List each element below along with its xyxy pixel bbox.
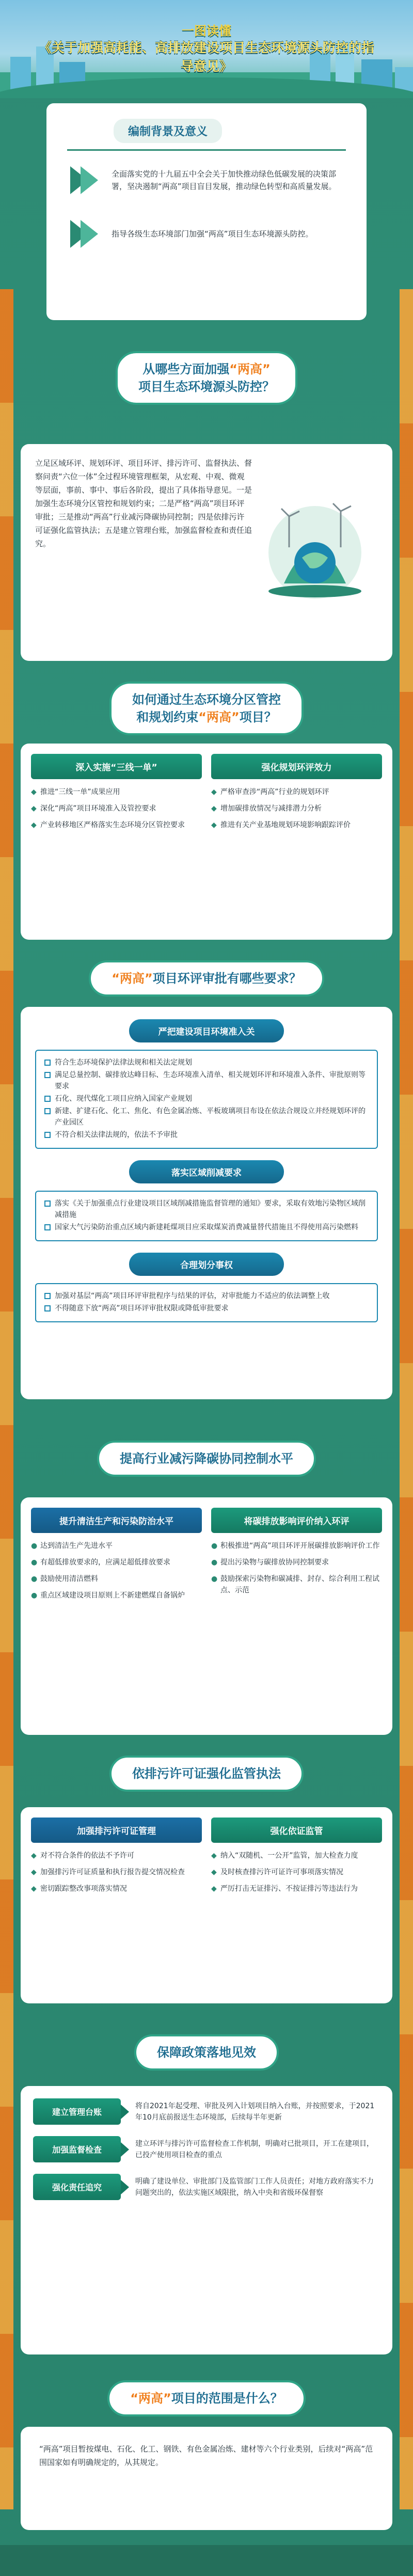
- section8-question: [107, 2380, 306, 2416]
- right-decorative-stripe: [400, 289, 413, 2509]
- section2-banner: [41, 351, 372, 405]
- policy-tag: 强化责任追究: [33, 2174, 121, 2200]
- list-item: [211, 1867, 382, 1878]
- checkbox-square-icon: [44, 1224, 51, 1230]
- list-item-text: 产业转移地区严格落实生态环境分区管控要求: [40, 821, 185, 829]
- list-item-text: 重点区域建设项目原则上不新建燃煤自备锅炉: [40, 1591, 185, 1600]
- list-item: [44, 1057, 369, 1068]
- list-item-text: 推进“三线一单”成果应用: [40, 788, 120, 796]
- bullet-icon: ●: [31, 1591, 38, 1600]
- list-item-text: 积极推进“两高”项目环评开展碳排放影响评价工作: [220, 1542, 380, 1550]
- header-title-block: [36, 21, 377, 76]
- left-column: [31, 1818, 202, 1900]
- list-item-text: 严厉打击无证排污、不按证排污等违法行为: [220, 1885, 358, 1893]
- arrow-right-icon: [121, 2142, 129, 2157]
- list-item-text: 鼓励探索污染物和碳减排、封存、综合利用工程试点、示范: [220, 1575, 379, 1594]
- header-subtitle: 一图读懂: [182, 24, 231, 38]
- bullet-icon: ●: [31, 1575, 38, 1583]
- list-item-text: 不得随意下放“两高”项目环评审批权限或降低审批要求: [55, 1304, 229, 1313]
- arrow-right-icon: [121, 2105, 129, 2119]
- background-item-text: 全面落实党的十九届五中全会关于加快推动绿色低碳发展的决策部署，坚决遏制“两高”项目盲目发展，推动绿色转型和高质量发展。: [112, 169, 337, 191]
- highlight-text: “两高”: [229, 362, 271, 376]
- list-item-text: 不符合相关法律法规的，依法不予审批: [55, 1131, 178, 1139]
- bullet-icon: ●: [211, 1575, 218, 1583]
- bullet-icon: ◆: [211, 1868, 217, 1876]
- section4-card: [21, 1007, 392, 1399]
- bullet-icon: ◆: [31, 1868, 37, 1876]
- checkbox-square-icon: [44, 1200, 51, 1207]
- section8-body: “两高”项目暂按煤电、石化、化工、钢铁、有色金属冶炼、建材等六个行业类别，后续对“两高”范围国家如有明确规定的，从其规定。: [39, 2444, 373, 2467]
- bullet-icon: ◆: [211, 821, 217, 829]
- question-text: 项目生态环境源头防控？: [138, 380, 275, 394]
- right-column-heading: 强化依证监管: [211, 1818, 382, 1843]
- list-item: [31, 1867, 202, 1878]
- list-item: [211, 1883, 382, 1894]
- subsection-heading: 落实区域削减要求: [129, 1160, 284, 1183]
- list-item-text: 达到清洁生产先进水平: [40, 1542, 113, 1550]
- bullet-icon: ◆: [31, 821, 37, 829]
- bullet-icon: ◆: [211, 788, 217, 796]
- list-item: [211, 819, 382, 831]
- section5-banner: [41, 1441, 372, 1477]
- list-item-text: 石化、现代煤化工项目应纳入国家产业规划: [55, 1095, 192, 1103]
- left-column-heading: 深入实施“三线一单”: [31, 754, 202, 779]
- question-text: 项目环评审批有哪些要求？: [152, 971, 301, 986]
- list-item: [31, 803, 202, 814]
- list-item: [211, 1540, 382, 1552]
- green-earth-illustration: [253, 485, 377, 609]
- list-item: [211, 1850, 382, 1861]
- highlight-text: “两高”: [130, 2391, 171, 2406]
- arrow-right-icon: [67, 161, 103, 199]
- right-column: [211, 1818, 382, 1900]
- left-column: [31, 754, 202, 836]
- policy-row: [33, 2136, 380, 2162]
- requirement-list: [35, 1283, 378, 1322]
- highlight-text: “两高”: [198, 710, 240, 724]
- bullet-icon: ◆: [211, 1885, 217, 1893]
- section3-banner: [41, 682, 372, 735]
- list-item: [211, 786, 382, 798]
- requirement-list: [35, 1050, 378, 1149]
- background-item: [67, 161, 346, 199]
- list-item: [211, 1573, 382, 1596]
- list-item: [31, 1883, 202, 1894]
- policy-text: 明确了建设单位、审批部门及监管部门工作人员责任；对地方政府落实不力问题突出的，依法实施区域限批，纳入中央和省级环保督察: [135, 2177, 374, 2197]
- list-item-text: 符合生态环境保护法律法规和相关法定规划: [55, 1058, 192, 1067]
- list-item-text: 密切跟踪整改事项落实情况: [40, 1885, 127, 1893]
- list-item: [31, 1590, 202, 1601]
- list-item: [211, 803, 382, 814]
- section7-card: [21, 2086, 392, 2354]
- bullet-icon: ◆: [211, 804, 217, 813]
- background-section-title: 编制背景及意义: [114, 119, 222, 143]
- page-title: 《关于加强高耗能、高排放建设项目生态环境源头防控的指导意见》: [38, 40, 374, 74]
- list-item-text: 深化“两高”项目环境准入及管控要求: [40, 804, 156, 813]
- list-item: [211, 1557, 382, 1568]
- list-item: [44, 1069, 369, 1092]
- question-text: 如何通过生态环境分区管控: [132, 692, 281, 707]
- section8-banner: [41, 2380, 372, 2416]
- question-text: 项目？: [239, 710, 277, 724]
- policy-tag: 加强监督检查: [33, 2136, 121, 2162]
- highlight-text: “两高”: [112, 971, 153, 986]
- section3-question: [109, 682, 304, 735]
- section6-heading: 依排污许可证强化监管执法: [109, 1756, 304, 1792]
- list-item: [44, 1290, 369, 1302]
- list-item-text: 满足总量控制、碳排放达峰目标、生态环境准入清单、相关规划环评和环境准入条件、审批原则等要求: [55, 1071, 366, 1091]
- bullet-icon: ◆: [31, 1852, 37, 1860]
- list-item-text: 国家大气污染防治重点区域内新建耗煤项目应采取煤炭消费减量替代措施且不得使用高污染燃料: [55, 1223, 358, 1231]
- bullet-icon: ●: [31, 1558, 38, 1567]
- footer-bar: [0, 2545, 413, 2576]
- section8-card: [21, 2427, 392, 2530]
- list-item: [44, 1129, 369, 1141]
- checkbox-square-icon: [44, 1108, 51, 1114]
- section3-card: [21, 744, 392, 940]
- section2-body: 立足区域环评、规划环评、项目环评、排污许可、监督执法、督察问责“六位一体”全过程环境管理框架，从宏观、中观、微观等层面，事前、事中、事后各阶段，提出了具体指导意见。一是加强生态环境分区管控和规划约束；二是严格“两高”项目环评审批；三是推动“两高”行业减污降碳协同控制；四是依排污许可证强化监管执法；五是建立管理台账，加强监督检查和责任追究。: [35, 459, 252, 548]
- list-item: [44, 1105, 369, 1128]
- section2-question: [116, 351, 297, 405]
- list-item: [31, 1540, 202, 1552]
- list-item-text: 纳入“双随机、一公开”监管，加大检查力度: [220, 1852, 358, 1860]
- policy-text: 将自2021年起受理、审批及列入计划项目纳入台账，并按照要求，于2021年10月底前报送生态环境部，后续每半年更新: [135, 2101, 375, 2122]
- policy-row: [33, 2098, 380, 2125]
- checkbox-square-icon: [44, 1096, 51, 1102]
- section6-banner: [41, 1756, 372, 1792]
- bullet-icon: ◆: [31, 1885, 37, 1893]
- subsection-heading: 合理划分事权: [129, 1253, 284, 1276]
- list-item-text: 及时核查排污许可证许可事项落实情况: [220, 1868, 343, 1876]
- policy-text: 建立环评与排污许可监督检查工作机制，明确对已批项目，开工在建项目，已投产使用项目检查的重点: [135, 2139, 374, 2159]
- list-item: [44, 1303, 369, 1314]
- list-item: [44, 1093, 369, 1104]
- policy-tag: 建立管理台账: [33, 2098, 121, 2125]
- arrow-right-icon: [121, 2180, 129, 2194]
- left-decorative-stripe: [0, 289, 13, 2509]
- section7-banner: [41, 2034, 372, 2071]
- background-item: [67, 215, 346, 253]
- subsection-heading: 严把建设项目环境准入关: [129, 1019, 284, 1042]
- arrow-right-icon: [67, 215, 103, 253]
- right-column: [211, 754, 382, 836]
- list-item-text: 鼓励使用清洁燃料: [40, 1575, 98, 1583]
- left-column: [31, 1508, 202, 1606]
- checkbox-square-icon: [44, 1072, 51, 1078]
- two-column-layout: [31, 754, 382, 836]
- bullet-icon: ●: [31, 1542, 38, 1550]
- list-item-text: 落实《关于加强重点行业建设项目区域削减措施监督管理的通知》要求，采取有效地污染物区域削减措施: [55, 1199, 366, 1219]
- section5-card: [21, 1497, 392, 1735]
- list-item: [31, 1557, 202, 1568]
- two-column-layout: [31, 1818, 382, 1900]
- list-item-text: 有超低排放要求的，应满足超低排放要求: [40, 1558, 170, 1567]
- left-column-heading: 提升清洁生产和污染防治水平: [31, 1508, 202, 1533]
- two-column-layout: [31, 1508, 382, 1606]
- divider: [67, 149, 346, 151]
- list-item: [31, 1573, 202, 1585]
- checkbox-square-icon: [44, 1132, 51, 1138]
- bullet-icon: ◆: [31, 804, 37, 813]
- list-item-text: 增加碳排放情况与减排潜力分析: [220, 804, 322, 813]
- list-item: [44, 1222, 369, 1233]
- section6-card: [21, 1807, 392, 2003]
- right-column-heading: 将碳排放影响评价纳入环评: [211, 1508, 382, 1533]
- header-banner: [0, 0, 413, 98]
- list-item-text: 推进有关产业基地规划环境影响跟踪评价: [220, 821, 351, 829]
- right-column: [211, 1508, 382, 1606]
- question-text: 和规划约束: [136, 710, 199, 724]
- list-item: [31, 1850, 202, 1861]
- bullet-icon: ◆: [211, 1852, 217, 1860]
- section4-question: [89, 960, 324, 997]
- list-item: [31, 819, 202, 831]
- list-item-text: 新建、扩建石化、化工、焦化、有色金属冶炼、平板玻璃项目布设在依法合规设立并经规划环评的产业园区: [55, 1107, 366, 1127]
- section2-card: [21, 444, 392, 661]
- list-item-text: 提出污染物与碳排放协同控制要求: [220, 1558, 329, 1567]
- section7-heading: 保障政策落地见效: [134, 2034, 279, 2071]
- question-text: 从哪些方面加强: [142, 362, 230, 376]
- bullet-icon: ●: [211, 1542, 218, 1550]
- right-column-heading: 强化规划环评效力: [211, 754, 382, 779]
- left-column-heading: 加强排污许可证管理: [31, 1818, 202, 1843]
- question-text: 项目的范围是什么？: [171, 2391, 283, 2406]
- bullet-icon: ●: [211, 1558, 218, 1567]
- bullet-icon: ◆: [31, 788, 37, 796]
- section5-heading: 提高行业减污降碳协同控制水平: [97, 1441, 316, 1477]
- requirement-list: [35, 1191, 378, 1241]
- list-item-text: 加强对基层“两高”项目环评审批程序与结果的评估，对审批能力不适应的依法调整上收: [55, 1292, 330, 1300]
- list-item-text: 对不符合条件的依法不予许可: [40, 1852, 134, 1860]
- list-item: [31, 786, 202, 798]
- list-item-text: 加强排污许可证质量和执行报告提交情况检查: [40, 1868, 185, 1876]
- checkbox-square-icon: [44, 1060, 51, 1066]
- checkbox-square-icon: [44, 1293, 51, 1299]
- checkbox-square-icon: [44, 1305, 51, 1311]
- background-item-text: 指导各级生态环境部门加强“两高”项目生态环境源头防控。: [112, 229, 313, 239]
- list-item-text: 严格审查涉“两高”行业的规划环评: [220, 788, 329, 796]
- list-item: [44, 1198, 369, 1221]
- policy-row: [33, 2174, 380, 2200]
- section4-banner: [41, 960, 372, 997]
- background-section-card: [46, 103, 367, 320]
